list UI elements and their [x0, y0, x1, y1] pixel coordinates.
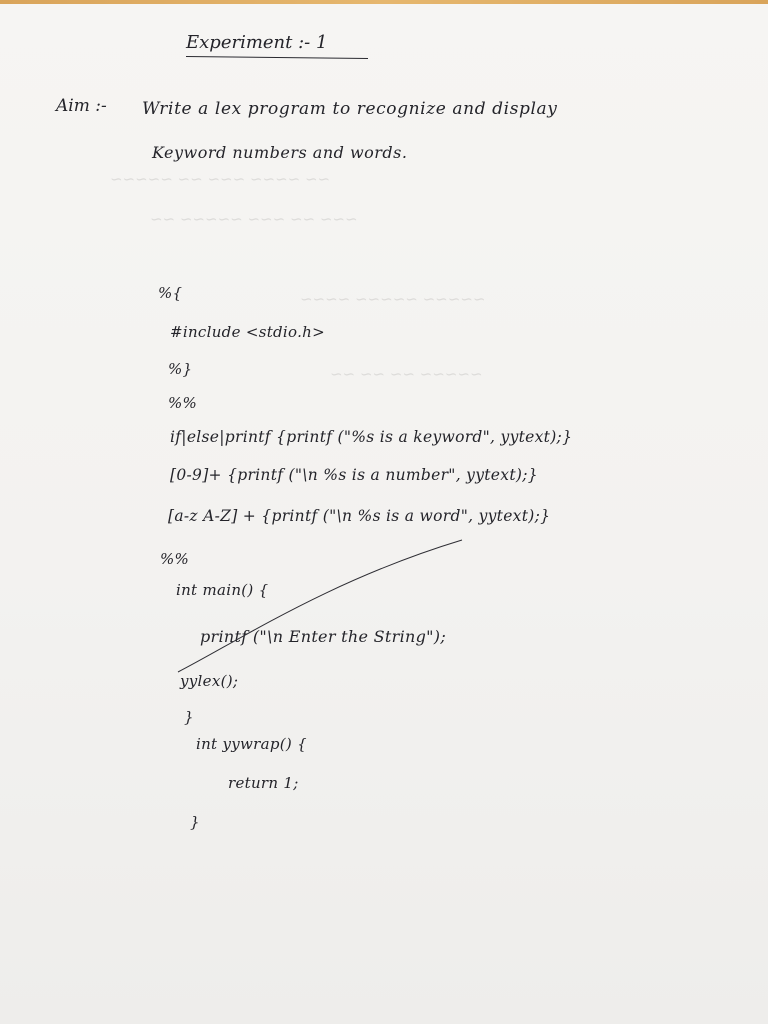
code-line: } [190, 813, 200, 831]
code-line: if|else|printf {printf ("%s is a keyword", yytext);} [170, 428, 573, 446]
aim-label: Aim :- [56, 96, 107, 116]
code-line: yylex(); [180, 672, 239, 690]
code-line: int yywrap() { [196, 735, 307, 753]
code-line: #include <stdio.h> [170, 323, 325, 341]
code-line: printf ("\n Enter the String"); [200, 627, 447, 646]
code-line: return 1; [228, 774, 299, 792]
bleed-through-text: ~~~~~ ~~ ~~ ~~ [330, 365, 483, 383]
code-line: [0-9]+ {printf ("\n %s is a number", yytext);} [170, 466, 538, 484]
bleed-through-text: ~~~ ~~ ~~~ ~~~~~ ~~ [150, 210, 358, 228]
page-title: Experiment :- 1 [186, 32, 328, 53]
code-line: %% [160, 550, 190, 568]
aim-text-line-2: Keyword numbers and words. [152, 143, 408, 162]
code-line: %{ [158, 284, 183, 302]
aim-text-line-1: Write a lex program to recognize and display [142, 99, 558, 119]
code-line: %} [168, 360, 193, 378]
bleed-through-text: ~~~~~ ~~~~~ ~~~~ [300, 290, 486, 308]
code-line: } [184, 708, 194, 726]
code-line: %% [168, 394, 198, 412]
bleed-through-text: ~~ ~~~~ ~~~ ~~ ~~~~~ [110, 170, 331, 188]
code-line: int main() { [176, 581, 269, 599]
code-line: [a-z A-Z] + {printf ("\n %s is a word", yytext);} [168, 507, 551, 525]
